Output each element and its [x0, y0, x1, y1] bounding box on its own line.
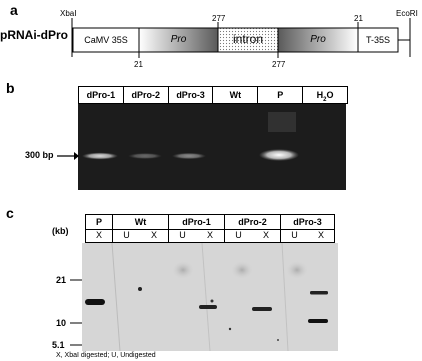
xbai-site-label: XbaI [60, 9, 77, 18]
panel-b-letter: b [6, 80, 15, 96]
group-label-dpro2: dPro-2 [225, 215, 281, 229]
blot-dot [277, 339, 279, 341]
size-marker-ticks [70, 270, 82, 350]
lane-x-dpro2: X [252, 229, 281, 242]
terminator-label: T-35S [365, 35, 390, 45]
panel-a-letter: a [10, 2, 18, 18]
lane-label-wt: Wt [213, 87, 258, 103]
lane-label-h2o: $H_2O$ [316, 90, 334, 103]
lane-label-dpro2: dPro-2 [124, 87, 169, 103]
marker-arrow [57, 151, 79, 161]
pro1-start-number: 21 [134, 60, 143, 69]
blot-smudge [286, 261, 308, 279]
lane-u-dpro1: U [179, 230, 186, 240]
lane-label-dpro3: dPro-3 [169, 87, 214, 103]
group-label-p: P [86, 215, 113, 229]
size-marker-21: 21 [56, 275, 67, 285]
lane-u-dpro3: U [291, 230, 298, 240]
blot-dot [229, 328, 231, 330]
blot-band-dpro3-x-lower [308, 319, 328, 323]
pro1-label: Pro [170, 34, 187, 45]
southern-group-header [85, 214, 335, 230]
southern-blot [82, 243, 338, 351]
blot-dot [211, 300, 214, 303]
blot-dot-wt-u [138, 287, 142, 291]
group-label-dpro1: dPro-1 [169, 215, 225, 229]
pcr-band-dpro2 [128, 153, 162, 159]
lane-u-wt: U [123, 230, 130, 240]
size-marker-5-1: 5.1 [52, 340, 65, 350]
lane-x-wt: X [140, 229, 169, 242]
southern-lane-header [85, 229, 335, 243]
lane-x-dpro1: X [196, 229, 225, 242]
pro1-end-number: 277 [212, 14, 226, 23]
panel-c-letter: c [6, 205, 14, 221]
pcr-band-dpro1 [82, 153, 118, 160]
lane-u-dpro2: U [235, 230, 242, 240]
lane-x-dpro3: X [317, 230, 324, 240]
blot-band-dpro3-x-upper [310, 291, 328, 295]
blot-band-p-x [85, 299, 105, 305]
lane-x-p: X [86, 229, 113, 242]
gel-background [78, 104, 346, 190]
group-label-wt: Wt [113, 215, 169, 229]
blot-smudge [231, 261, 253, 279]
pcr-gel [78, 104, 346, 190]
ecori-site-label: EcoRI [396, 9, 418, 18]
group-label-dpro3: dPro-3 [293, 217, 322, 227]
construct-name: pRNAi-dPro [0, 28, 68, 42]
blot-background [82, 243, 338, 351]
kb-unit-label: (kb) [52, 226, 69, 236]
pro2-start-number: 277 [272, 60, 286, 69]
pcr-band-dpro3 [172, 153, 206, 159]
pcr-band-p [259, 149, 299, 161]
intron-label: intron [232, 32, 264, 46]
size-marker-10: 10 [56, 318, 67, 328]
lane-p-smear [268, 112, 296, 132]
blot-band-dpro1-x [199, 305, 217, 309]
lane-label-p: P [258, 87, 303, 103]
pro2-label: Pro [310, 34, 326, 45]
blot-footnote: X, XbaI digested; U, Undigested [56, 352, 156, 359]
pcr-lane-header [78, 86, 348, 104]
promoter-label: CaMV 35S [84, 35, 128, 45]
blot-band-dpro2-x [252, 307, 272, 311]
pro2-end-number: 21 [354, 14, 363, 23]
blot-smudge [172, 261, 194, 279]
marker-300bp-label: 300 bp [25, 150, 54, 160]
lane-label-dpro1: dPro-1 [79, 87, 124, 103]
